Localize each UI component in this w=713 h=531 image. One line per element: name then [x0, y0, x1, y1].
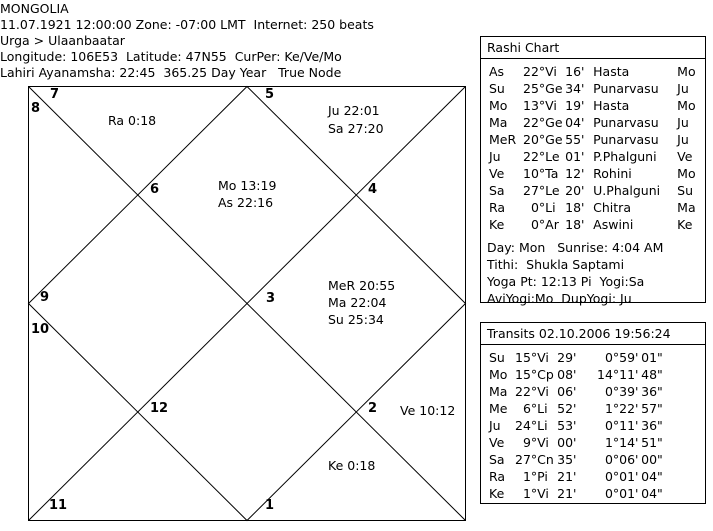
table-cell: 0°: [530, 200, 546, 215]
table-cell: Cn: [537, 452, 554, 467]
table-cell: 9°: [522, 435, 538, 450]
rashi-row: [489, 97, 701, 114]
table-cell: 0°: [604, 384, 620, 399]
table-cell: 11': [619, 418, 639, 433]
coordinates: Longitude: 106E53 Latitude: 47N55 CurPer: Ke/Ve/Mo: [0, 49, 342, 64]
table-cell: 51": [641, 435, 663, 450]
house-number: 6: [150, 182, 160, 197]
table-cell: Chitra: [593, 200, 631, 215]
table-cell: Mo: [677, 166, 696, 181]
table-cell: 01': [619, 469, 639, 484]
house-number: 1: [265, 498, 275, 513]
place-name: MONGOLIA: [0, 1, 69, 16]
table-cell: 24°: [515, 418, 538, 433]
house-number: 12: [150, 401, 169, 416]
transit-row: [489, 417, 667, 434]
table-cell: Vi: [537, 384, 549, 399]
table-cell: 15°: [515, 350, 538, 365]
rashi-table: [489, 63, 701, 233]
table-cell: 53': [557, 418, 577, 433]
table-cell: Li: [537, 401, 548, 416]
table-cell: Li: [545, 200, 556, 215]
table-cell: 52': [557, 401, 577, 416]
transit-row: [489, 434, 667, 451]
planet-position: Ma 22:04: [328, 295, 387, 310]
table-cell: Vi: [537, 350, 549, 365]
table-cell: 1°: [604, 401, 620, 416]
table-cell: Ge: [545, 115, 563, 130]
rashi-row: [489, 199, 701, 216]
house-number: 3: [266, 291, 276, 306]
table-cell: 0°: [604, 418, 620, 433]
table-cell: 00': [557, 435, 577, 450]
table-cell: Mo: [489, 98, 508, 113]
table-cell: 6°: [522, 401, 538, 416]
table-cell: 29': [557, 350, 577, 365]
table-cell: 22': [619, 401, 639, 416]
yoga-point: Yoga Pt: 12:13 Pi Yogi:Sa: [487, 274, 645, 289]
table-cell: Ke: [489, 486, 505, 501]
table-cell: P.Phalguni: [593, 149, 657, 164]
table-cell: 1°: [522, 469, 538, 484]
table-cell: Ra: [489, 200, 506, 215]
table-cell: 39': [619, 384, 639, 399]
table-cell: 22°: [523, 115, 546, 130]
table-cell: Me: [489, 401, 508, 416]
table-cell: Punarvasu: [593, 132, 659, 147]
table-cell: 59': [619, 350, 639, 365]
table-cell: 27°: [523, 183, 546, 198]
table-cell: 10°: [523, 166, 546, 181]
table-cell: 04': [565, 115, 585, 130]
table-cell: Vi: [545, 98, 557, 113]
planet-position: MeR 20:55: [328, 278, 396, 293]
rashi-chart-title: Rashi Chart: [481, 37, 705, 59]
transit-row: [489, 451, 667, 468]
rashi-row: [489, 63, 701, 80]
table-cell: Su: [489, 81, 505, 96]
table-cell: Mo: [677, 98, 696, 113]
house-number: 5: [265, 87, 275, 102]
table-cell: Li: [537, 418, 548, 433]
table-cell: 0°: [604, 486, 620, 501]
rashi-row: [489, 114, 701, 131]
table-cell: Le: [545, 183, 560, 198]
table-cell: Vi: [537, 435, 549, 450]
table-cell: 18': [565, 217, 585, 232]
table-cell: 27°: [515, 452, 538, 467]
table-cell: Ju: [489, 418, 501, 433]
table-cell: Ju: [489, 149, 501, 164]
rashi-row: [489, 80, 701, 97]
table-cell: 18': [565, 200, 585, 215]
table-cell: 0°: [604, 469, 620, 484]
transit-row: [489, 383, 667, 400]
table-cell: 16': [565, 64, 585, 79]
tithi: Tithi: Shukla Saptami: [487, 257, 625, 272]
table-cell: 55': [565, 132, 585, 147]
table-cell: MeR: [489, 132, 517, 147]
table-cell: Hasta: [593, 64, 630, 79]
ayanamsha-info: Lahiri Ayanamsha: 22:45 365.25 Day Year True Node: [0, 65, 342, 80]
table-cell: 21': [557, 469, 577, 484]
table-cell: 20': [565, 183, 585, 198]
transit-row: [489, 366, 667, 383]
table-cell: 15°: [515, 367, 538, 382]
transit-row: [489, 468, 667, 485]
rashi-row: [489, 216, 701, 233]
table-cell: 14': [619, 435, 639, 450]
table-cell: Ma: [489, 384, 508, 399]
table-cell: 0°: [604, 452, 620, 467]
transit-row: [489, 400, 667, 417]
table-cell: Ar: [545, 217, 559, 232]
table-cell: 35': [557, 452, 577, 467]
table-cell: 21': [557, 486, 577, 501]
table-cell: Su: [489, 350, 505, 365]
table-cell: 0°: [530, 217, 546, 232]
table-cell: Ju: [677, 81, 689, 96]
table-cell: 04": [641, 469, 663, 484]
table-cell: 1°: [522, 486, 538, 501]
day-sunrise: Day: Mon Sunrise: 4:04 AM: [487, 240, 664, 255]
table-cell: Vi: [537, 486, 549, 501]
table-cell: 48": [641, 367, 663, 382]
table-cell: Ra: [489, 469, 506, 484]
transit-row: [489, 349, 667, 366]
house-number: 10: [31, 322, 50, 337]
table-cell: Punarvasu: [593, 115, 659, 130]
table-cell: As: [489, 64, 505, 79]
rashi-row: [489, 131, 701, 148]
table-cell: Rohini: [593, 166, 632, 181]
table-cell: Ke: [677, 217, 693, 232]
table-cell: 36": [641, 418, 663, 433]
table-cell: 22°: [523, 64, 546, 79]
table-cell: 34': [565, 81, 585, 96]
table-cell: 19': [565, 98, 585, 113]
table-cell: 00": [641, 452, 663, 467]
table-cell: Mo: [489, 367, 508, 382]
table-cell: 22°: [523, 149, 546, 164]
table-cell: Ke: [489, 217, 505, 232]
table-cell: 08': [557, 367, 577, 382]
transits-title: Transits 02.10.2006 19:56:24: [481, 323, 705, 345]
table-cell: Ge: [545, 81, 563, 96]
table-cell: Aswini: [593, 217, 634, 232]
table-cell: 01': [619, 486, 639, 501]
transits-panel: [480, 322, 706, 504]
rashi-row: [489, 148, 701, 165]
transits-table: [489, 349, 667, 502]
planet-position: Mo 13:19: [218, 178, 277, 193]
table-cell: 11': [619, 367, 639, 382]
table-cell: Ve: [489, 166, 505, 181]
table-cell: Punarvasu: [593, 81, 659, 96]
table-cell: 0°: [604, 350, 620, 365]
house-number: 8: [31, 101, 41, 116]
table-cell: Su: [677, 183, 694, 198]
table-cell: Cp: [537, 367, 554, 382]
table-cell: 13°: [523, 98, 546, 113]
table-cell: Mo: [677, 64, 696, 79]
planet-position: Ra 0:18: [108, 113, 157, 128]
table-cell: 20°: [523, 132, 546, 147]
rashi-row: [489, 182, 701, 199]
table-cell: 06': [557, 384, 577, 399]
table-cell: 14°: [597, 367, 620, 382]
table-cell: Vi: [545, 64, 557, 79]
house-number: 11: [49, 498, 68, 513]
table-cell: Le: [545, 149, 560, 164]
table-cell: 1°: [604, 435, 620, 450]
birth-datetime: 11.07.1921 12:00:00 Zone: -07:00 LMT Internet: 250 beats: [0, 17, 374, 32]
table-cell: Ju: [677, 132, 689, 147]
city-name: Urga > Ulaanbaatar: [0, 33, 125, 48]
table-cell: Hasta: [593, 98, 630, 113]
planet-position: Ke 0:18: [328, 458, 376, 473]
table-cell: U.Phalguni: [593, 183, 661, 198]
table-cell: 01": [641, 350, 663, 365]
avi-dup-yogi: AviYogi:Mo DupYogi: Ju: [487, 291, 632, 306]
rashi-row: [489, 165, 701, 182]
table-cell: Ju: [677, 115, 689, 130]
table-cell: 36": [641, 384, 663, 399]
house-number: 9: [40, 290, 50, 305]
table-cell: 01': [565, 149, 585, 164]
table-cell: Ma: [489, 115, 508, 130]
table-cell: Ge: [545, 132, 563, 147]
planet-position: Sa 27:20: [328, 121, 384, 136]
table-cell: Sa: [489, 183, 505, 198]
planet-position: As 22:16: [218, 195, 274, 210]
table-cell: 06': [619, 452, 639, 467]
planet-position: Ju 22:01: [328, 103, 380, 118]
house-number: 4: [368, 182, 378, 197]
table-cell: Ma: [677, 200, 696, 215]
table-cell: Ve: [677, 149, 693, 164]
table-cell: 22°: [515, 384, 538, 399]
transit-row: [489, 485, 667, 502]
house-number: 7: [50, 87, 60, 102]
house-number: 2: [368, 401, 378, 416]
planet-position: Su 25:34: [328, 312, 384, 327]
panchang-info: [481, 239, 705, 307]
table-cell: 04": [641, 486, 663, 501]
table-cell: Pi: [537, 469, 548, 484]
planet-position: Ve 10:12: [400, 403, 456, 418]
table-cell: 57": [641, 401, 663, 416]
table-cell: Ve: [489, 435, 505, 450]
rashi-chart-panel: [480, 36, 706, 306]
table-cell: Ta: [545, 166, 559, 181]
table-cell: 25°: [523, 81, 546, 96]
table-cell: 12': [565, 166, 585, 181]
table-cell: Sa: [489, 452, 505, 467]
